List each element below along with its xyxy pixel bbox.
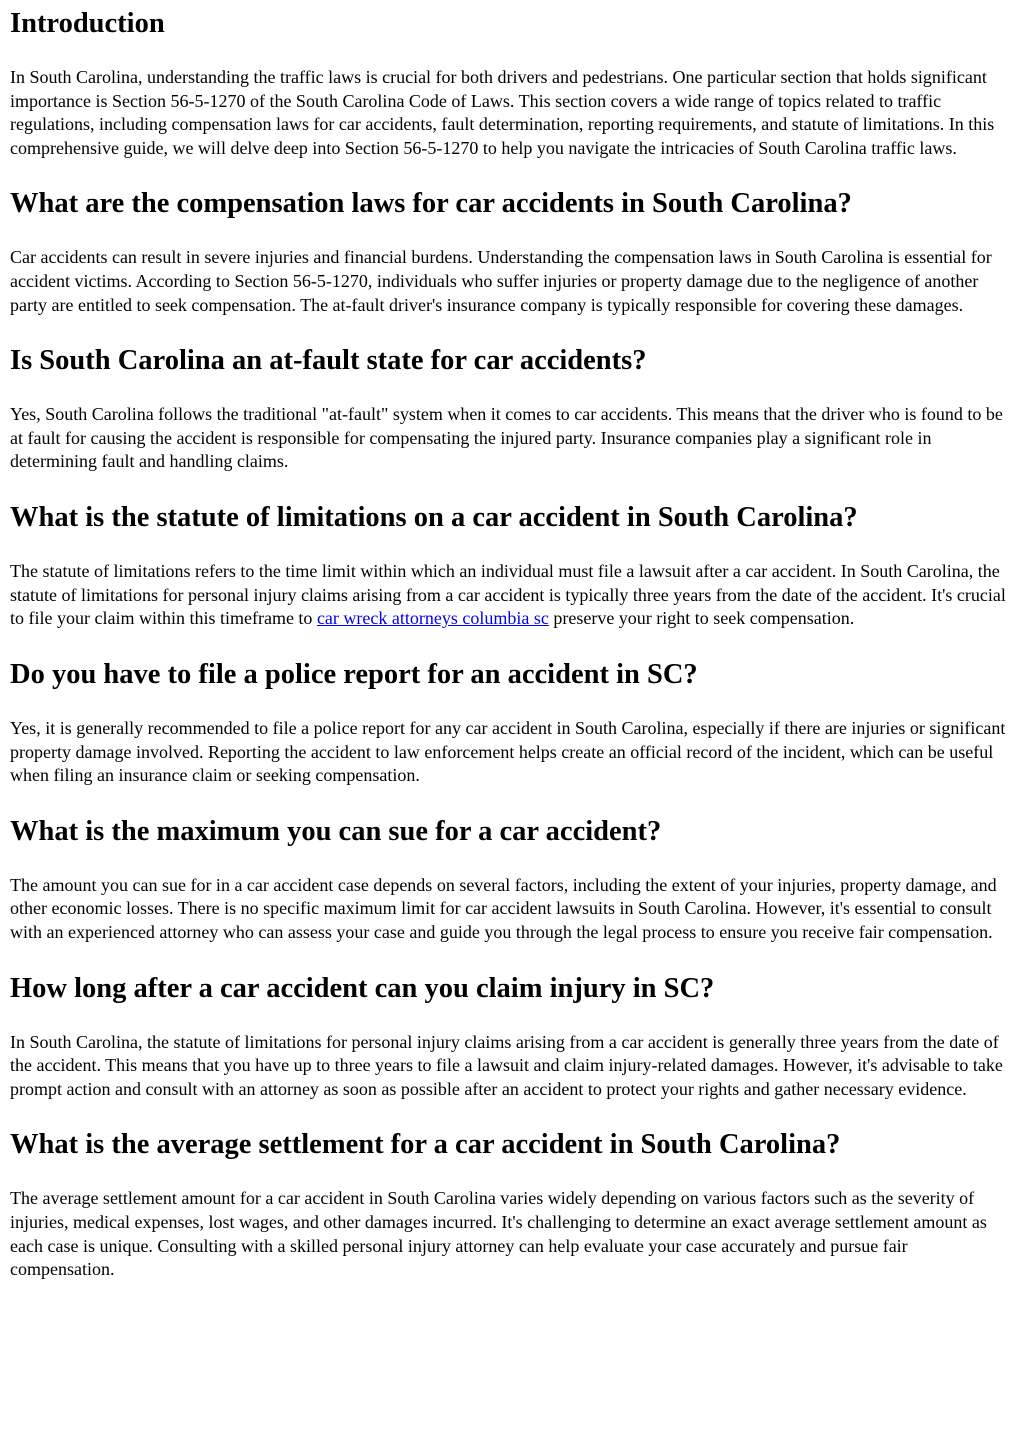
heading-compensation-laws: What are the compensation laws for car accidents in South Carolina? xyxy=(10,188,852,220)
paragraph-statute-of-limitations xyxy=(10,560,1014,631)
statute-text-before-link: The statute of limitations refers to the time limit within which an individual must file a lawsuit after a car accident. In South Carolina, the statute of limitations for personal injury claims arising from a car accident is typically three years from the date of the accident. It's crucial to file your claim within this timeframe to xyxy=(10,561,1006,629)
heading-introduction: Introduction xyxy=(10,8,165,39)
paragraph-maximum-sue: The amount you can sue for in a car accident case depends on several factors, including the extent of your injuries, property damage, and other economic losses. There is no specific maximum limit for car accident lawsuits in South Carolina. However, it's essential to consult with an experienced attorney who can assess your case and guide you through the legal process to ensure you receive fair compensation. xyxy=(10,874,997,942)
paragraph-claim-injury-timeline: In South Carolina, the statute of limitations for personal injury claims arising from a car accident is generally three years from the date of the accident. This means that you have up to three years to file a lawsuit and claim injury-related damages. However, it's advisable to take prompt action and consult with an attorney as soon as possible after an accident to protect your rights and gather necessary evidence. xyxy=(10,1031,1003,1099)
heading-maximum-sue: What is the maximum you can sue for a car accident? xyxy=(10,815,662,847)
heading-statute-of-limitations: What is the statute of limitations on a car accident in South Carolina? xyxy=(10,502,858,534)
paragraph-introduction: In South Carolina, understanding the traffic laws is crucial for both drivers and pedestrians. One particular section that holds significant importance is Section 56-5-1270 of the South Carolina Code of Laws. This section covers a wide range of topics related to traffic regulations, including compensation laws for car accidents, fault determination, reporting requirements, and statute of limitations. In this comprehensive guide, we will delve deep into Section 56-5-1270 to help you navigate the intricacies of South Carolina traffic laws. xyxy=(10,67,995,158)
paragraph-average-settlement: The average settlement amount for a car accident in South Carolina varies widely depending on various factors such as the severity of injuries, medical expenses, lost wages, and other damages incurred. It's challenging to determine an exact average settlement amount as each case is unique. Consulting with a skilled personal injury attorney can help evaluate your case accurately and pursue fair compensation. xyxy=(10,1188,987,1280)
paragraph-compensation-laws: Car accidents can result in severe injuries and financial burdens. Understanding the compensation laws in South Carolina is essential for accident victims. According to Section 56-5-1270, individuals who suffer injuries or property damage due to the negligence of another party are entitled to seek compensation. The at-fault driver's insurance company is typically responsible for covering these damages. xyxy=(10,247,992,315)
car-wreck-attorneys-link[interactable]: car wreck attorneys columbia sc xyxy=(316,608,549,629)
heading-average-settlement: What is the average settlement for a car accident in South Carolina? xyxy=(10,1129,841,1161)
heading-claim-injury-timeline: How long after a car accident can you claim injury in SC? xyxy=(10,972,715,1004)
paragraph-at-fault-state: Yes, South Carolina follows the traditional "at-fault" system when it comes to car accidents. This means that the driver who is found to be at fault for causing the accident is responsible for compensating the injured party. Insurance companies play a significant role in determining fault and handling claims. xyxy=(10,404,1003,472)
paragraph-police-report: Yes, it is generally recommended to file a police report for any car accident in South Carolina, especially if there are injuries or significant property damage involved. Reporting the accident to law enforcement helps create an official record of the incident, which can be useful when filing an insurance claim or seeking compensation. xyxy=(10,717,1006,786)
statute-text-after-link: preserve your right to seek compensation. xyxy=(548,608,855,629)
heading-police-report: Do you have to file a police report for an accident in SC? xyxy=(10,658,698,690)
heading-at-fault-state: Is South Carolina an at-fault state for car accidents? xyxy=(10,345,647,377)
